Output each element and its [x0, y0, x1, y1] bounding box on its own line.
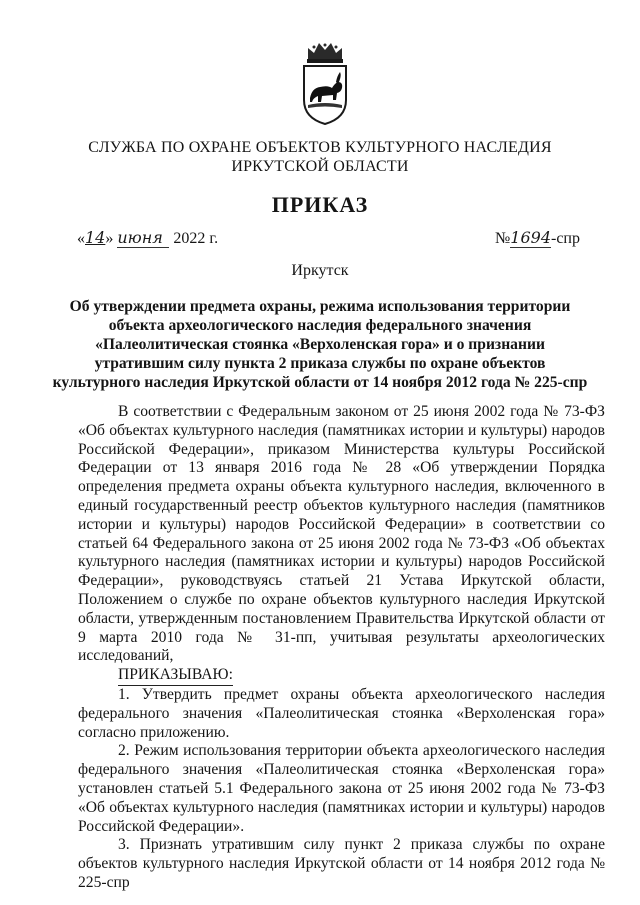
heading-line: объекта археологического наследия федерального значения: [108, 317, 532, 334]
date-quote-close: »: [105, 230, 114, 247]
heading-line: «Палеолитическая стоянка «Верхоленская гора» и о признании: [95, 336, 545, 353]
heading-line: культурного наследия Иркутской области от 14 ноября 2012 года № 225-спр: [52, 374, 588, 391]
date-day: 14: [85, 228, 106, 247]
document-heading: [40, 297, 600, 392]
organization-name-line2: ИРКУТСКОЙ ОБЛАСТИ: [231, 158, 409, 175]
number-prefix: №: [495, 230, 511, 247]
document-number: [495, 228, 580, 248]
document-date: [77, 228, 218, 248]
date-quote-open: «: [77, 230, 85, 247]
date-year: 2022 г.: [173, 230, 219, 247]
command-word-text: ПРИКАЗЫВАЮ:: [118, 666, 233, 686]
date-month: июня: [117, 228, 169, 248]
document-title: ПРИКАЗ: [271, 192, 369, 217]
irkutsk-coat-of-arms-icon: [300, 38, 350, 126]
heading-line: утратившим силу пункта 2 приказа службы по охране объектов: [94, 355, 546, 372]
number-value: 1694: [510, 228, 551, 247]
number-suffix: -спр: [551, 230, 580, 247]
preamble-paragraph: В соответствии с Федеральным законом от 25 июня 2002 года № 73-ФЗ «Об объектах культурного наследия (памятниках истории и культуры) народов Российской Федерации», приказом Министерства культуры Российской Федерации от 13 января 2016 года № 28 «Об утверждении Порядка определения предмета охраны объекта культурного наследия, включенного в единый государственный реестр объектов культурного наследия (памятников истории и культуры) народов Российской Федерации» в соответствии со статьей 64 Федерального закона от 25 июня 2002 года № 73-ФЗ «Об объектах культурного наследия (памятниках истории и культуры) народов Российской Федерации», руководствуясь статьей 21 Устава Иркутской области, Положением о службе по охране объектов культурного наследия Иркутской области, утвержденным постановлением Правительства Иркутской области от 9 марта 2010 года № 31-пп, учитывая результаты археологических исследований,: [78, 403, 605, 665]
item-3-paragraph: 3. Признать утратившим силу пункт 2 приказа службы по охране объектов культурного наследия Иркутской области от 14 ноября 2012 года № 225-спр: [78, 836, 605, 891]
document-body: [78, 403, 605, 893]
item-1-paragraph: 1. Утвердить предмет охраны объекта археологического наследия федерального значения «Палеолитическая стоянка «Верхоленская гора» согласно приложению.: [78, 685, 605, 741]
command-word: [118, 666, 605, 686]
organization-name-line1: СЛУЖБА ПО ОХРАНЕ ОБЪЕКТОВ КУЛЬТУРНОГО НАСЛЕДИЯ: [88, 139, 552, 156]
document-city: Иркутск: [291, 262, 349, 279]
item-2-paragraph: 2. Режим использования территории объекта археологического наследия федерального значения «Палеолитическая стоянка «Верхоленская гора» установлен статьей 5.1 Федерального закона от 25 июня 2002 года № 73-ФЗ «Об объектах культурного наследия (памятниках истории и культуры) народов Российской Федерации».: [78, 742, 605, 835]
heading-line: Об утверждении предмета охраны, режима использования территории: [69, 298, 571, 315]
